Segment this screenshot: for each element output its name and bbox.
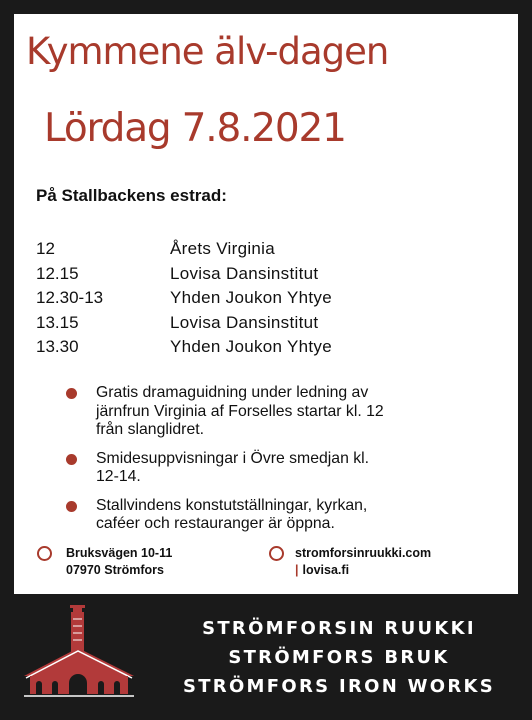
footer-band [0, 594, 532, 720]
ironworks-logo-icon [22, 604, 138, 700]
bullet-dot-icon [66, 388, 77, 399]
stage-heading: På Stallbackens estrad: [36, 186, 227, 205]
info-bullet [66, 384, 496, 440]
schedule-act: Lovisa Dansinstitut [170, 312, 319, 332]
brand-name-en: STRÖMFORS IRON WORKS [182, 676, 496, 697]
schedule-time: 13.30 [36, 337, 79, 356]
web-block [295, 545, 431, 579]
info-bullet [66, 497, 496, 534]
address-street: Bruksvägen 10-11 [66, 546, 173, 560]
bullet-dot-icon [66, 501, 77, 512]
brand-names [164, 614, 514, 701]
bullet-line: 12-14. [96, 468, 141, 485]
bullet-line: från slanglidret. [96, 421, 205, 438]
event-date: Lördag 7.8.2021 [44, 106, 346, 151]
schedule-act: Yhden Joukon Yhtye [170, 288, 332, 307]
web-link-secondary[interactable]: lovisa.fi [302, 563, 350, 577]
web-ring-icon [269, 546, 284, 561]
schedule-time: 12.15 [36, 263, 79, 283]
web-link-primary[interactable]: stromforsinruukki.com [295, 546, 432, 560]
info-bullets [66, 384, 496, 544]
separator-bar: | [295, 563, 299, 577]
schedule-act: Yhden Joukon Yhtye [170, 337, 332, 356]
info-bullet [66, 450, 496, 487]
bullet-line: Stallvindens konstutställningar, kyrkan, [96, 496, 368, 514]
schedule-time: 13.15 [36, 312, 79, 332]
poster-card [14, 14, 518, 594]
schedule-time: 12 [36, 239, 55, 258]
bullet-dot-icon [66, 454, 77, 465]
address-postal: 07970 Strömfors [66, 563, 164, 577]
address-block [66, 545, 172, 579]
brand-name-sv: STRÖMFORS BRUK [228, 647, 450, 668]
schedule-time: 12.30-13 [36, 288, 104, 307]
bullet-line: järnfrun Virginia af Forselles startar kl. 12 [96, 402, 384, 420]
bullet-line: caféer och restauranger är öppna. [96, 515, 335, 532]
location-ring-icon [37, 546, 52, 561]
schedule-act: Lovisa Dansinstitut [170, 263, 319, 283]
brand-name-fi: STRÖMFORSIN RUUKKI [202, 618, 476, 639]
bullet-line: Smidesuppvisningar i Övre smedjan kl. [96, 449, 370, 467]
poster-title: Kymmene älv-dagen [26, 30, 389, 73]
schedule-act: Årets Virginia [170, 239, 275, 258]
bullet-line: Gratis dramaguidning under ledning av [96, 384, 369, 401]
